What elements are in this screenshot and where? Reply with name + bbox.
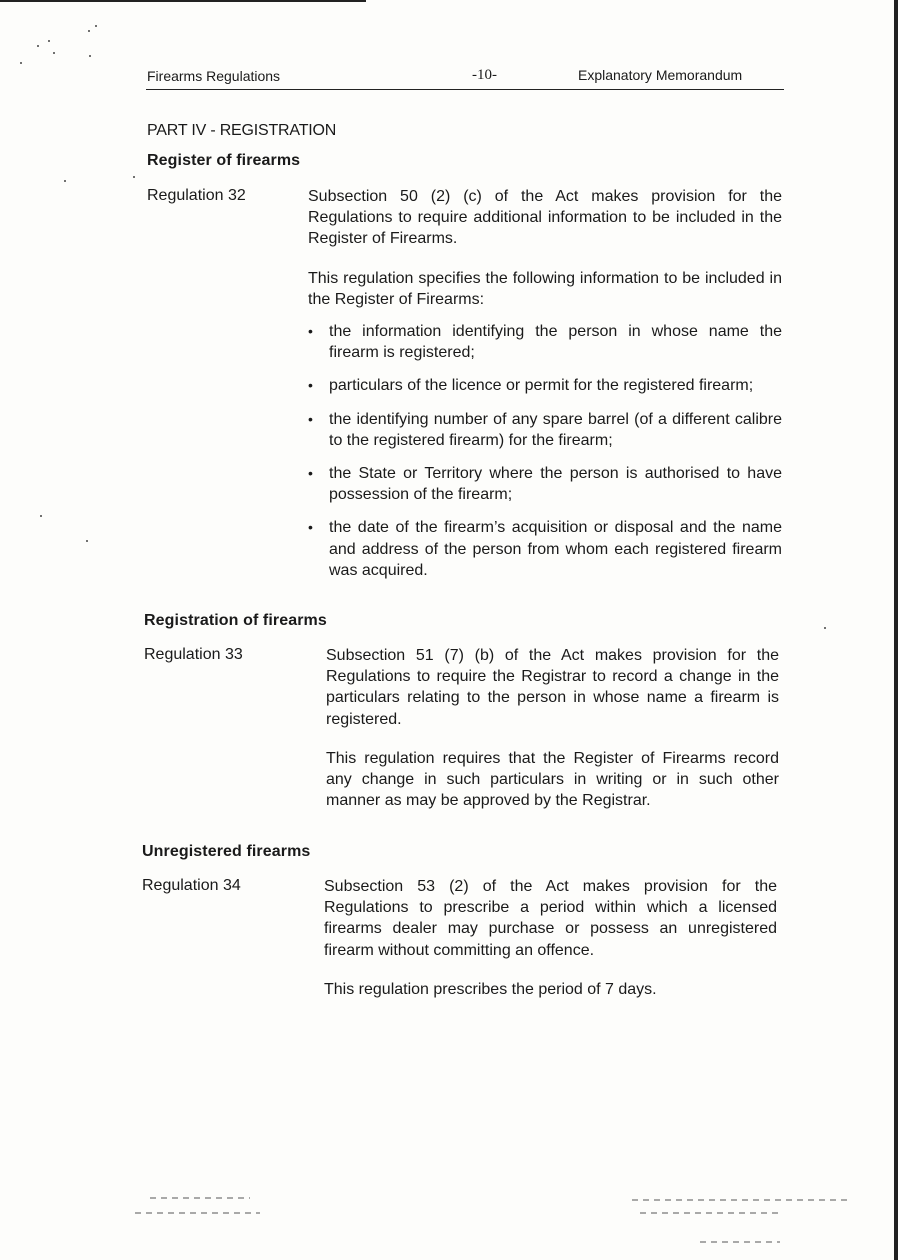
- regulation-32-information-list: [308, 321, 782, 593]
- list-item: • the date of the firearm’s acquisition or disposal and the name and address of the person from whom each registered firearm was acquired.: [308, 517, 782, 581]
- header-section-title: Explanatory Memorandum: [578, 67, 743, 83]
- header-document-title: Firearms Regulations: [147, 68, 281, 84]
- regulation-34-paragraph-1: Subsection 53 (2) of the Act makes provision for the Regulations to prescribe a period within which a licensed firearms dealer may purchase or possess an unregistered firearm without committing an offence.: [324, 878, 777, 959]
- section-heading-register: Register of firearms: [147, 152, 301, 169]
- regulation-label-34: Regulation 34: [142, 877, 241, 894]
- regulation-32-paragraph-1: Subsection 50 (2) (c) of the Act makes provision for the Regulations to require additional information to be included in the Register of Firearms.: [308, 188, 782, 248]
- list-item: • the identifying number of any spare barrel (of a different calibre to the registered firearm) for the firearm;: [308, 409, 782, 451]
- scan-edge-top: [0, 0, 366, 2]
- header-page-number: -10-: [472, 67, 497, 83]
- regulation-label-33: Regulation 33: [144, 646, 243, 663]
- section-heading-unregistered: Unregistered firearms: [142, 843, 311, 860]
- regulation-33-paragraph-2: This regulation requires that the Register of Firearms record any change in such particulars in writing or in such other manner as may be approved by the Registrar.: [326, 750, 779, 810]
- section-heading-registration: Registration of firearms: [144, 612, 327, 629]
- scan-edge-right: [894, 0, 898, 1260]
- page-header: [146, 67, 784, 90]
- list-item: • the State or Territory where the person is authorised to have possession of the firearm;: [308, 463, 782, 505]
- regulation-32-paragraph-2: This regulation specifies the following information to be included in the Register of Firearms:: [308, 270, 782, 309]
- regulation-33-paragraph-1: Subsection 51 (7) (b) of the Act makes provision for the Regulations to require the Registrar to record a change in the particulars relating to the person in whose name a firearm is registered.: [326, 647, 779, 728]
- list-item: • particulars of the licence or permit for the registered firearm;: [308, 375, 782, 396]
- list-item: • the information identifying the person in whose name the firearm is registered;: [308, 321, 782, 363]
- regulation-34-paragraph-2: This regulation prescribes the period of 7 days.: [324, 981, 657, 998]
- regulation-label-32: Regulation 32: [147, 187, 246, 204]
- part-title: PART IV - REGISTRATION: [147, 122, 337, 139]
